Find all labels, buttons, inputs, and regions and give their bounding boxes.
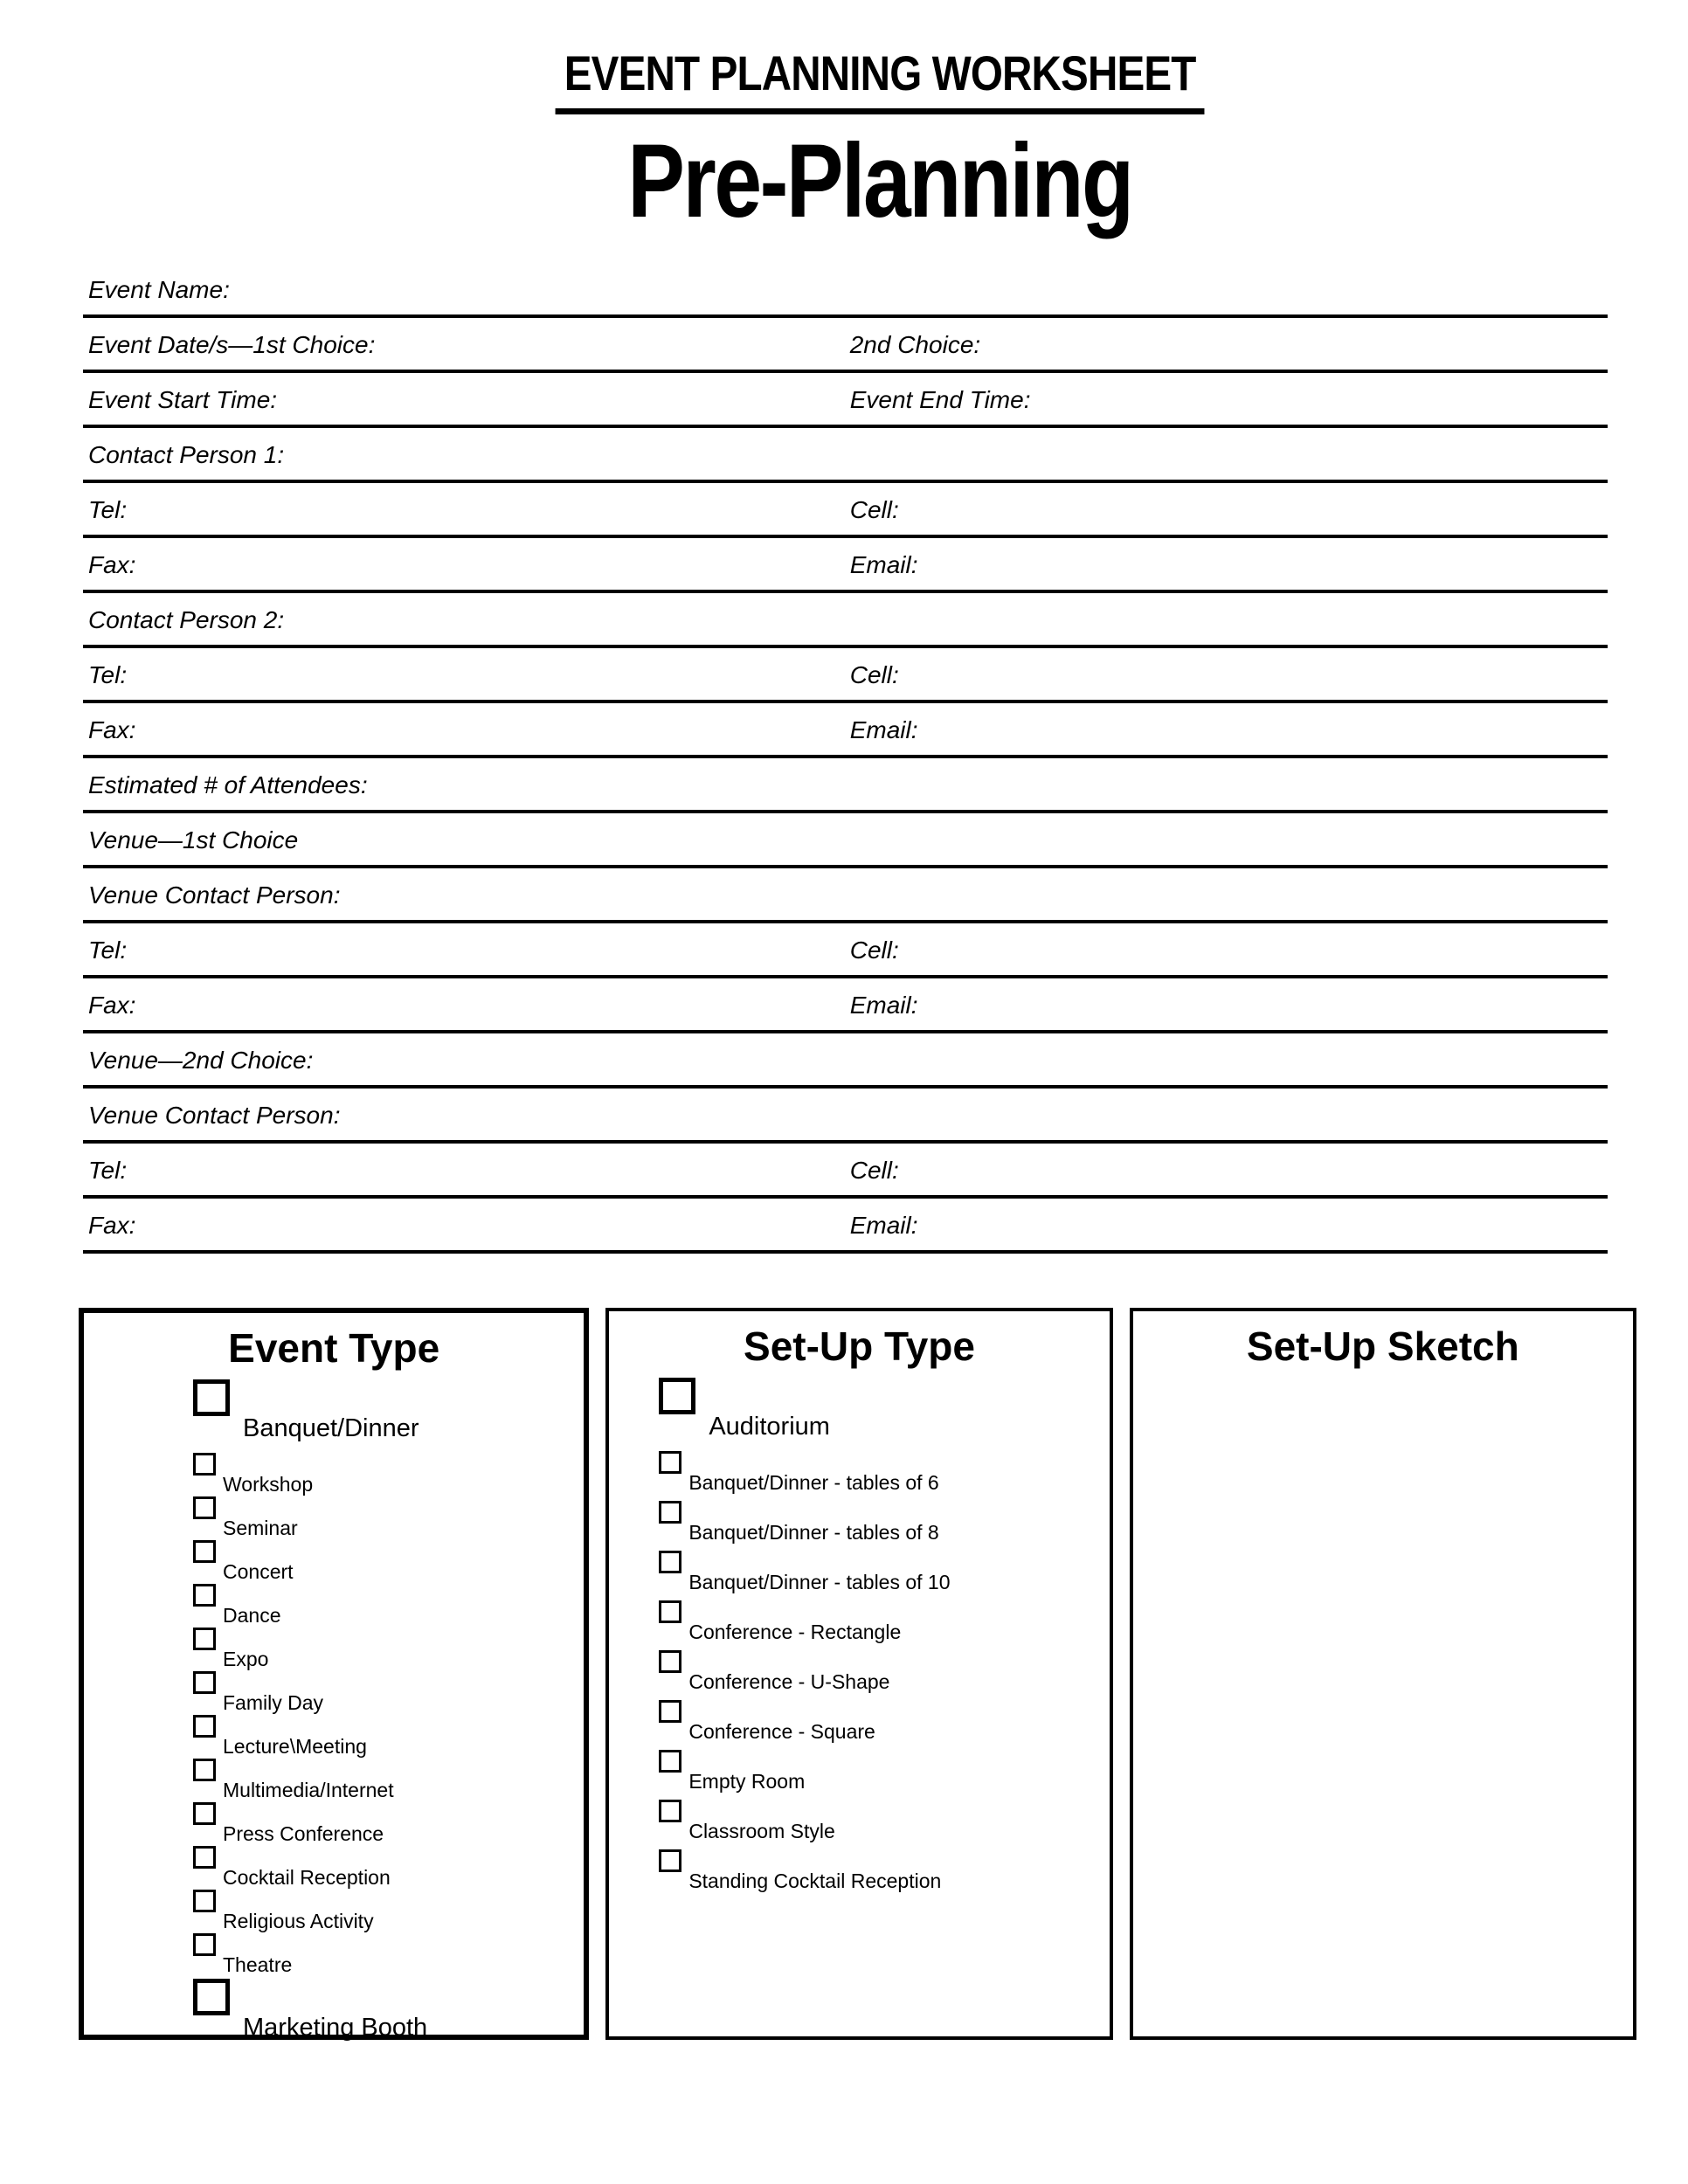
form-row: [83, 428, 1608, 483]
auditorium-checkbox[interactable]: [659, 1378, 695, 1414]
religious-activity-option: [193, 1890, 584, 1933]
form-row: [83, 263, 1608, 318]
2nd-choice-field: [850, 318, 1608, 370]
event-date-s-1st-choice-label: Event Date/s—1st Choice:: [88, 330, 376, 358]
cell-label: Cell:: [849, 1156, 899, 1184]
fax-input-area[interactable]: [135, 1199, 845, 1250]
theatre-option: [193, 1933, 584, 1977]
event-name-input-area[interactable]: [230, 263, 1608, 314]
setup-type-title: Set-Up Type: [744, 1324, 975, 1369]
seminar-option: [193, 1496, 584, 1540]
venue-contact-person-input-area[interactable]: [340, 868, 1608, 920]
setup-type-options: [609, 1374, 1109, 1899]
email-input-area[interactable]: [918, 978, 1608, 1030]
banquet-dinner-tables-of-8-checkbox[interactable]: [659, 1501, 681, 1524]
email-input-area[interactable]: [918, 703, 1608, 755]
form-row: [83, 758, 1608, 813]
cell-field: [850, 648, 1608, 700]
venue-2nd-choice-input-area[interactable]: [313, 1033, 1608, 1085]
event-type-panel: [79, 1308, 589, 2040]
form-row: [83, 373, 1608, 428]
venue-contact-person-label: Venue Contact Person:: [88, 881, 341, 909]
form-row: [83, 703, 1608, 758]
tel-label: Tel:: [88, 1156, 128, 1184]
email-field: [850, 978, 1608, 1030]
form-row: [83, 1089, 1608, 1144]
cocktail-reception-option: [193, 1846, 584, 1890]
workshop-label: Workshop: [223, 1473, 314, 1496]
standing-cocktail-reception-checkbox[interactable]: [659, 1849, 681, 1872]
2nd-choice-label: 2nd Choice:: [849, 330, 981, 358]
religious-activity-checkbox[interactable]: [193, 1890, 216, 1912]
form-row: [83, 923, 1608, 978]
venue-contact-person-field: [88, 1089, 1608, 1140]
form-row: [83, 868, 1608, 923]
event-end-time-label: Event End Time:: [849, 385, 1031, 413]
lecture-meeting-checkbox[interactable]: [193, 1715, 216, 1738]
form-row: [83, 1199, 1608, 1254]
classroom-style-option: [659, 1800, 1109, 1849]
event-start-time-field: [88, 373, 846, 425]
concert-label: Concert: [223, 1560, 294, 1584]
press-conference-label: Press Conference: [223, 1822, 384, 1846]
form-row: [83, 483, 1608, 538]
contact-person-1-input-area[interactable]: [284, 428, 1608, 480]
banquet-dinner-checkbox[interactable]: [193, 1379, 230, 1416]
email-label: Email:: [849, 1211, 918, 1239]
auditorium-label: Auditorium: [709, 1413, 830, 1441]
pre-planning-form: [83, 263, 1608, 1254]
form-row: [83, 648, 1608, 703]
form-row: [83, 538, 1608, 593]
classroom-style-checkbox[interactable]: [659, 1800, 681, 1822]
dance-label: Dance: [223, 1604, 281, 1628]
marketing-booth-label: Marketing Booth: [243, 2014, 428, 2042]
expo-option: [193, 1628, 584, 1671]
multimedia-internet-checkbox[interactable]: [193, 1759, 216, 1781]
cell-label: Cell:: [849, 495, 899, 523]
banquet-dinner-tables-of-10-checkbox[interactable]: [659, 1551, 681, 1573]
email-label: Email:: [849, 715, 918, 743]
cell-input-area[interactable]: [899, 483, 1608, 535]
tel-field: [88, 1144, 846, 1195]
fax-label: Fax:: [88, 1211, 136, 1239]
setup-sketch-title: Set-Up Sketch: [1246, 1324, 1519, 1369]
banquet-dinner-tables-of-8-option: [659, 1501, 1109, 1551]
cell-input-area[interactable]: [899, 923, 1608, 975]
expo-checkbox[interactable]: [193, 1628, 216, 1650]
classroom-style-label: Classroom Style: [688, 1820, 835, 1843]
cell-label: Cell:: [849, 660, 899, 688]
banquet-dinner-tables-of-6-option: [659, 1451, 1109, 1501]
email-field: [850, 538, 1608, 590]
sketch-drawing-area[interactable]: [1133, 1374, 1633, 2024]
dance-checkbox[interactable]: [193, 1584, 216, 1607]
banquet-dinner-tables-of-8-label: Banquet/Dinner - tables of 8: [688, 1521, 939, 1545]
fax-label: Fax:: [88, 715, 136, 743]
event-start-time-input-area[interactable]: [277, 373, 845, 425]
fax-input-area[interactable]: [135, 538, 845, 590]
venue-1st-choice-label: Venue—1st Choice: [88, 826, 299, 854]
press-conference-checkbox[interactable]: [193, 1802, 216, 1825]
concert-option: [193, 1540, 584, 1584]
event-name-field: [88, 263, 1608, 314]
event-type-title: Event Type: [228, 1325, 440, 1371]
cell-field: [850, 483, 1608, 535]
2nd-choice-input-area[interactable]: [980, 318, 1608, 370]
conference-square-label: Conference - Square: [688, 1720, 875, 1744]
cocktail-reception-label: Cocktail Reception: [223, 1866, 391, 1890]
cocktail-reception-checkbox[interactable]: [193, 1846, 216, 1869]
banquet-dinner-option: [193, 1379, 584, 1448]
religious-activity-label: Religious Activity: [223, 1910, 374, 1933]
contact-person-2-input-area[interactable]: [284, 593, 1608, 645]
estimated-of-attendees-input-area[interactable]: [368, 758, 1608, 810]
tel-field: [88, 648, 846, 700]
theatre-checkbox[interactable]: [193, 1933, 216, 1956]
conference-rectangle-option: [659, 1600, 1109, 1650]
multimedia-internet-option: [193, 1759, 584, 1802]
standing-cocktail-reception-option: [659, 1849, 1109, 1899]
conference-u-shape-checkbox[interactable]: [659, 1650, 681, 1673]
conference-rectangle-label: Conference - Rectangle: [688, 1621, 902, 1644]
family-day-option: [193, 1671, 584, 1715]
tel-field: [88, 483, 846, 535]
contact-person-2-field: [88, 593, 1608, 645]
venue-2nd-choice-field: [88, 1033, 1608, 1085]
conference-u-shape-label: Conference - U-Shape: [688, 1670, 890, 1694]
workshop-checkbox[interactable]: [193, 1453, 216, 1476]
contact-person-1-label: Contact Person 1:: [88, 440, 285, 468]
contact-person-1-field: [88, 428, 1608, 480]
press-conference-option: [193, 1802, 584, 1846]
tel-label: Tel:: [88, 660, 128, 688]
form-row: [83, 1033, 1608, 1089]
fax-field: [88, 538, 846, 590]
tel-label: Tel:: [88, 495, 128, 523]
venue-contact-person-input-area[interactable]: [340, 1089, 1608, 1140]
marketing-booth-option: [193, 1979, 584, 2047]
email-input-area[interactable]: [918, 538, 1608, 590]
family-day-checkbox[interactable]: [193, 1671, 216, 1694]
page-title: Pre-Planning: [627, 122, 1132, 239]
family-day-label: Family Day: [223, 1691, 324, 1715]
lecture-meeting-option: [193, 1715, 584, 1759]
empty-room-option: [659, 1750, 1109, 1800]
fax-field: [88, 1199, 846, 1250]
tel-field: [88, 923, 846, 975]
form-row: [83, 593, 1608, 648]
cell-input-area[interactable]: [899, 648, 1608, 700]
estimated-of-attendees-field: [88, 758, 1608, 810]
contact-person-2-label: Contact Person 2:: [88, 605, 285, 633]
venue-contact-person-field: [88, 868, 1608, 920]
standing-cocktail-reception-label: Standing Cocktail Reception: [688, 1870, 942, 1893]
form-row: [83, 318, 1608, 373]
worksheet-title: EVENT PLANNING WORKSHEET: [555, 49, 1204, 114]
fax-input-area[interactable]: [135, 703, 845, 755]
concert-checkbox[interactable]: [193, 1540, 216, 1563]
email-field: [850, 1199, 1608, 1250]
email-input-area[interactable]: [918, 1199, 1608, 1250]
event-type-options: [84, 1376, 584, 2047]
venue-2nd-choice-label: Venue—2nd Choice:: [88, 1046, 314, 1074]
tel-input-area[interactable]: [127, 648, 845, 700]
expo-label: Expo: [223, 1648, 269, 1671]
lecture-meeting-label: Lecture\Meeting: [223, 1735, 367, 1759]
setup-type-panel: [605, 1308, 1112, 2040]
event-start-time-label: Event Start Time:: [88, 385, 278, 413]
workshop-option: [193, 1453, 584, 1496]
fax-label: Fax:: [88, 991, 136, 1019]
fax-input-area[interactable]: [135, 978, 845, 1030]
multimedia-internet-label: Multimedia/Internet: [223, 1779, 394, 1802]
email-label: Email:: [849, 991, 918, 1019]
dance-option: [193, 1584, 584, 1628]
email-label: Email:: [849, 550, 918, 578]
auditorium-option: [659, 1378, 1109, 1446]
banquet-dinner-tables-of-10-label: Banquet/Dinner - tables of 10: [688, 1571, 951, 1594]
form-row: [83, 813, 1608, 868]
fax-field: [88, 978, 846, 1030]
cell-label: Cell:: [849, 936, 899, 964]
event-date-s-1st-choice-input-area[interactable]: [375, 318, 845, 370]
cell-field: [850, 1144, 1608, 1195]
seminar-checkbox[interactable]: [193, 1496, 216, 1519]
fax-field: [88, 703, 846, 755]
header: [0, 0, 1688, 239]
form-row: [83, 1144, 1608, 1199]
empty-room-checkbox[interactable]: [659, 1750, 681, 1773]
banquet-dinner-tables-of-6-checkbox[interactable]: [659, 1451, 681, 1474]
empty-room-label: Empty Room: [688, 1770, 806, 1794]
conference-square-checkbox[interactable]: [659, 1700, 681, 1723]
cell-field: [850, 923, 1608, 975]
cell-input-area[interactable]: [899, 1144, 1608, 1195]
banquet-dinner-tables-of-6-label: Banquet/Dinner - tables of 6: [688, 1471, 939, 1495]
tel-input-area[interactable]: [127, 1144, 845, 1195]
conference-rectangle-checkbox[interactable]: [659, 1600, 681, 1623]
form-row: [83, 978, 1608, 1033]
estimated-of-attendees-label: Estimated # of Attendees:: [88, 771, 368, 798]
conference-square-option: [659, 1700, 1109, 1750]
event-end-time-field: [850, 373, 1608, 425]
setup-sketch-panel: [1130, 1308, 1636, 2040]
fax-label: Fax:: [88, 550, 136, 578]
tel-label: Tel:: [88, 936, 128, 964]
venue-1st-choice-input-area[interactable]: [298, 813, 1608, 865]
banquet-dinner-tables-of-10-option: [659, 1551, 1109, 1600]
venue-1st-choice-field: [88, 813, 1608, 865]
marketing-booth-checkbox[interactable]: [193, 1979, 230, 2015]
seminar-label: Seminar: [223, 1517, 298, 1540]
event-date-s-1st-choice-field: [88, 318, 846, 370]
event-end-time-input-area[interactable]: [1030, 373, 1608, 425]
conference-u-shape-option: [659, 1650, 1109, 1700]
panels-section: [79, 1308, 1636, 2040]
venue-contact-person-label: Venue Contact Person:: [88, 1101, 341, 1129]
theatre-label: Theatre: [223, 1953, 293, 1977]
banquet-dinner-label: Banquet/Dinner: [243, 1414, 419, 1443]
event-name-label: Event Name:: [88, 275, 230, 303]
email-field: [850, 703, 1608, 755]
tel-input-area[interactable]: [127, 923, 845, 975]
tel-input-area[interactable]: [127, 483, 845, 535]
